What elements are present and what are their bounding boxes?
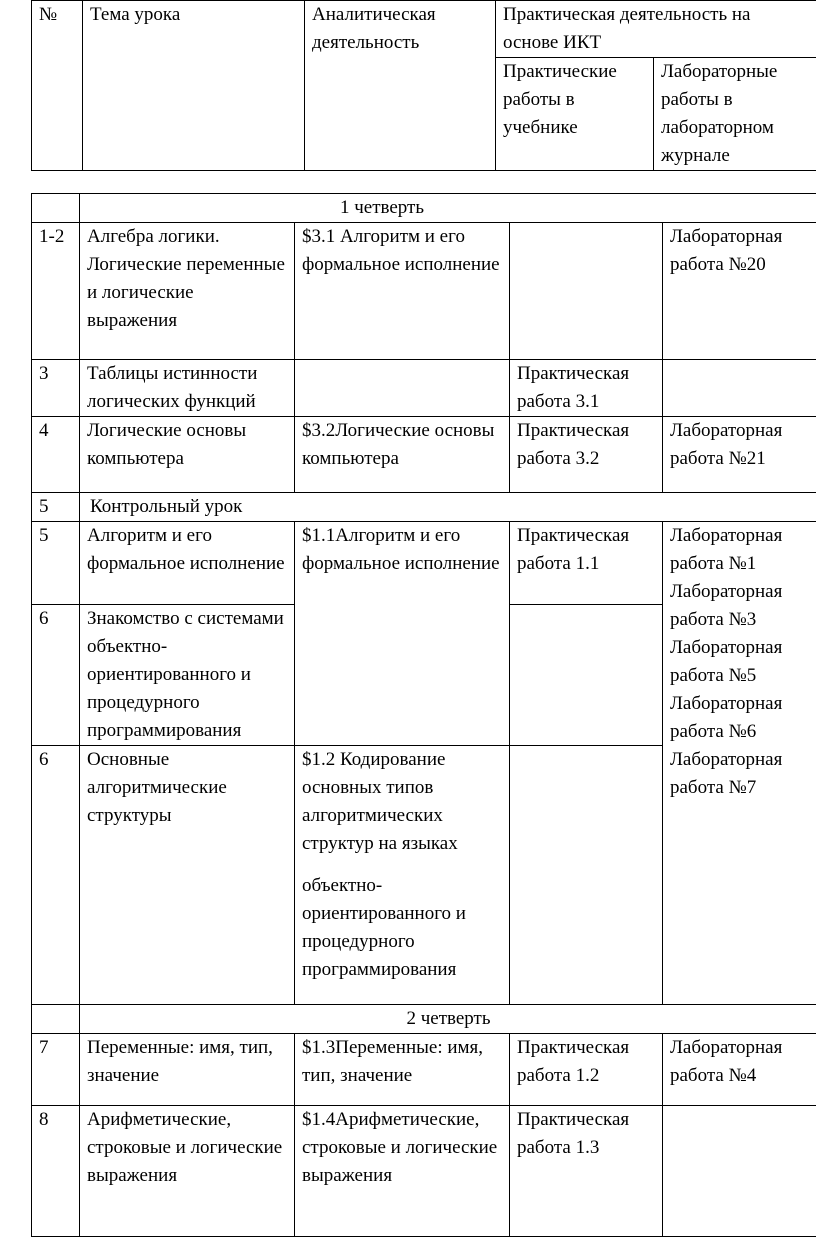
row-num: 6: [32, 605, 80, 746]
quarter-label: 2 четверть: [80, 1005, 816, 1034]
row-analytic: $3.1 Алгоритм и его формальное исполнение: [295, 223, 510, 360]
lessons-table: [31, 193, 816, 1237]
table-row: [32, 493, 816, 522]
table-row: [32, 417, 816, 493]
row-num: 5: [32, 493, 80, 522]
lab-item: Лабораторная работа №3: [670, 578, 810, 634]
row-analytic: $1.3Переменные: имя, тип, значение: [295, 1034, 510, 1106]
table-row: [32, 1106, 816, 1237]
row-practical: [510, 223, 663, 360]
row-practical: Практическая работа 3.2: [510, 417, 663, 493]
row-labs: [663, 522, 816, 1005]
quarter-row: [32, 1005, 816, 1034]
table-row: [32, 1034, 816, 1106]
row-analytic: $3.2Логические основы компьютера: [295, 417, 510, 493]
row-num: 6: [32, 746, 80, 1005]
row-analytic: [295, 746, 510, 1005]
table-row: [32, 522, 816, 605]
row-practical: Практическая работа 1.1: [510, 522, 663, 605]
header-analytic: Аналитическая деятельность: [305, 1, 496, 171]
row-title: Контрольный урок: [80, 493, 816, 522]
row-topic: Алгоритм и его формальное исполнение: [80, 522, 295, 605]
lab-item: Лабораторная работа №5: [670, 634, 810, 690]
row-topic: Таблицы истинности логических функций: [80, 360, 295, 417]
header-practical-textbook: Практические работы в учебнике: [496, 58, 654, 171]
row-topic: Переменные: имя, тип, значение: [80, 1034, 295, 1106]
lab-item: Лабораторная работа №7: [670, 746, 810, 802]
header-practical: Практическая деятельность на основе ИКТ: [496, 1, 816, 58]
row-num: 5: [32, 522, 80, 605]
row-num: 7: [32, 1034, 80, 1106]
table-row: [32, 223, 816, 360]
lab-item: Лабораторная работа №6: [670, 690, 810, 746]
row-analytic: $1.1Алгоритм и его формальное исполнение: [295, 522, 510, 746]
row-lab: Лабораторная работа №4: [663, 1034, 816, 1106]
lab-item: Лабораторная работа №1: [670, 522, 810, 578]
row-num: 1-2: [32, 223, 80, 360]
row-practical: Практическая работа 1.3: [510, 1106, 663, 1237]
row-num: 8: [32, 1106, 80, 1237]
row-topic: Алгебра логики. Логические переменные и логические выражения: [80, 223, 295, 360]
table-row: [32, 360, 816, 417]
quarter-row: [32, 194, 816, 223]
row-lab: Лабораторная работа №21: [663, 417, 816, 493]
row-lab: [663, 360, 816, 417]
quarter-label: 1 четверть: [80, 194, 816, 223]
row-num: 3: [32, 360, 80, 417]
row-lab: [663, 1106, 816, 1237]
row-num: 4: [32, 417, 80, 493]
header-table: [31, 0, 816, 171]
row-topic: Арифметические, строковые и логические выражения: [80, 1106, 295, 1237]
row-topic: Логические основы компьютера: [80, 417, 295, 493]
row-practical: Практическая работа 1.2: [510, 1034, 663, 1106]
analytic-text: $1.2 Кодирование основных типов алгоритмических структур на языках: [302, 746, 502, 858]
row-analytic: [295, 360, 510, 417]
header-lab-journal: Лабораторные работы в лабораторном журнале: [654, 58, 816, 171]
row-practical: [510, 605, 663, 746]
row-practical: Практическая работа 3.1: [510, 360, 663, 417]
header-num: №: [32, 1, 83, 171]
row-analytic: $1.4Арифметические, строковые и логические выражения: [295, 1106, 510, 1237]
header-topic: Тема урока: [83, 1, 305, 171]
analytic-text-cont: объектно-ориентированного и процедурного программирования: [302, 858, 502, 984]
row-topic: Основные алгоритмические структуры: [80, 746, 295, 1005]
row-topic: Знакомство с системами объектно-ориентированного и процедурного программирования: [80, 605, 295, 746]
row-practical: [510, 746, 663, 1005]
row-lab: Лабораторная работа №20: [663, 223, 816, 360]
